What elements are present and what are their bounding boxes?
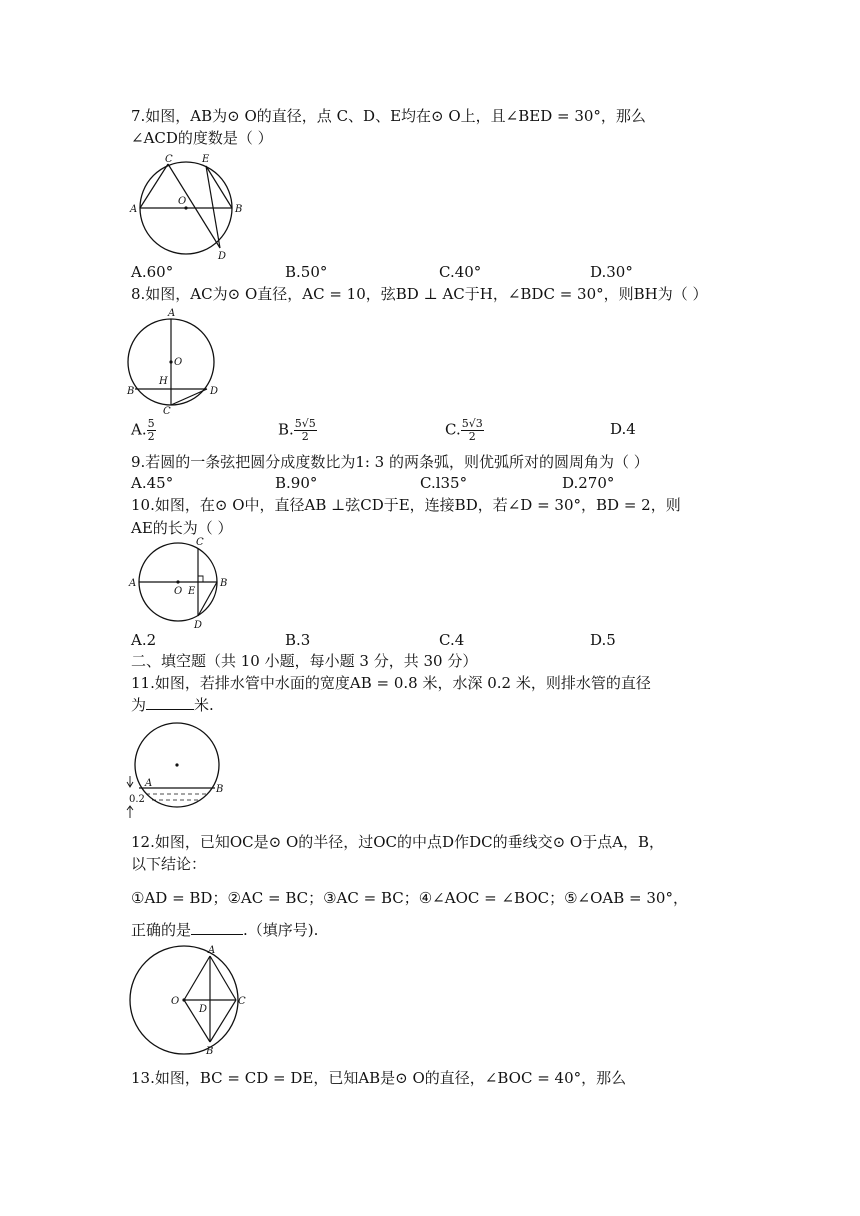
q12-stem-line1: 12.如图，已知OC是⊙ O的半径，过OC的中点D作DC的垂线交⊙ O于点A，B， bbox=[131, 833, 665, 851]
q11-label-b: B bbox=[216, 784, 224, 795]
q8-label-a: A bbox=[168, 308, 176, 319]
q12-label-c: C bbox=[238, 996, 246, 1007]
q12-label-a: A bbox=[208, 945, 216, 956]
q7-figure bbox=[128, 152, 248, 262]
q10-stem-line2: AE的长为（ ） bbox=[131, 519, 233, 537]
q8-option-a: A. $\frac{5}{2}$ bbox=[131, 417, 155, 443]
q10-label-o: O bbox=[174, 586, 183, 597]
q8-label-h: H bbox=[159, 376, 168, 387]
q11-figure bbox=[126, 722, 236, 810]
q9-stem-line1: 9.若圆的一条弦把圆分成度数比为1: 3 的两条弧，则优弧所对的圆周角为（ ） bbox=[131, 453, 649, 471]
q11-stem-line1: 11.如图，若排水管中水面的宽度AB = 0.8 米，水深 0.2 米，则排水管的直径 bbox=[131, 674, 651, 692]
q8-option-b: B. $\frac{5√5}{2}$ bbox=[278, 417, 316, 443]
q10-label-e: E bbox=[188, 586, 196, 597]
q9-option-b: B.90° bbox=[275, 474, 318, 492]
q8-label-o: O bbox=[174, 357, 183, 368]
q10-label-b: B bbox=[220, 578, 228, 589]
q8-option-c: C. $\frac{5√3}{2}$ bbox=[445, 417, 483, 443]
q8-stem-line1: 8.如图，AC为⊙ O直径，AC = 10，弦BD ⊥ AC于H，∠BDC = 30°，则BH为（ ） bbox=[131, 285, 708, 303]
q7-label-e: E bbox=[202, 154, 210, 165]
q8-option-d: D.4 bbox=[610, 420, 636, 438]
q7-stem-line2: ∠ACD的度数是（ ） bbox=[131, 129, 273, 147]
q13-stem-line1: 13.如图，BC = CD = DE，已知AB是⊙ O的直径，∠BOC = 40°，那么 bbox=[131, 1069, 627, 1087]
q11-stem-line2: 为 米. bbox=[131, 696, 214, 714]
q12-answer-blank[interactable] bbox=[191, 920, 243, 935]
q12-stem-line2: 以下结论： bbox=[131, 855, 207, 873]
q7-stem-line1: 7.如图，AB为⊙ O的直径，点 C、D、E均在⊙ O上，且∠BED = 30°，那么 bbox=[131, 107, 646, 125]
q10-figure bbox=[126, 536, 236, 632]
q11-answer-blank[interactable] bbox=[146, 695, 194, 710]
q7-option-d: D.30° bbox=[590, 263, 633, 281]
q7-label-o: O bbox=[178, 196, 187, 207]
q7-label-b: B bbox=[235, 204, 243, 215]
q7-option-b: B.50° bbox=[285, 263, 328, 281]
q8-label-b: B bbox=[127, 386, 135, 397]
q10-label-d: D bbox=[194, 620, 203, 631]
q10-option-b: B.3 bbox=[285, 631, 311, 649]
q10-option-c: C.4 bbox=[439, 631, 465, 649]
q12-stem-line3: ①AD = BD；②AC = BC；③AC = BC；④∠AOC = ∠BOC；⑤∠OAB = 30°， bbox=[131, 889, 688, 907]
q12-label-d: D bbox=[199, 1004, 208, 1015]
q8-label-c: C bbox=[163, 406, 171, 417]
q12-stem-line4: 正确的是 .（填序号). bbox=[131, 921, 319, 939]
q7-option-a: A.60° bbox=[131, 263, 174, 281]
q12-label-b: B bbox=[206, 1046, 214, 1057]
q8-figure bbox=[126, 308, 226, 416]
q7-option-c: C.40° bbox=[439, 263, 482, 281]
q11-label-a: A bbox=[145, 778, 153, 789]
q11-label-depth: 0.2 bbox=[129, 794, 145, 805]
q7-label-a: A bbox=[130, 204, 138, 215]
q10-stem-line1: 10.如图，在⊙ O中，直径AB ⊥弦CD于E，连接BD，若∠D = 30°，BD = 2，则 bbox=[131, 496, 681, 514]
q9-option-d: D.270° bbox=[562, 474, 615, 492]
q8-label-d: D bbox=[210, 386, 219, 397]
q10-option-a: A.2 bbox=[131, 631, 157, 649]
q7-label-d: D bbox=[218, 251, 227, 262]
section-heading-fill-in: 二、填空题（共 10 小题，每小题 3 分，共 30 分） bbox=[131, 652, 478, 670]
q9-option-a: A.45° bbox=[131, 474, 174, 492]
q10-label-c: C bbox=[196, 537, 204, 548]
q10-option-d: D.5 bbox=[590, 631, 616, 649]
q10-label-a: A bbox=[129, 578, 137, 589]
q12-figure bbox=[126, 944, 256, 1056]
q12-label-o: O bbox=[171, 996, 180, 1007]
q7-label-c: C bbox=[165, 154, 173, 165]
q9-option-c: C.l35° bbox=[420, 474, 468, 492]
